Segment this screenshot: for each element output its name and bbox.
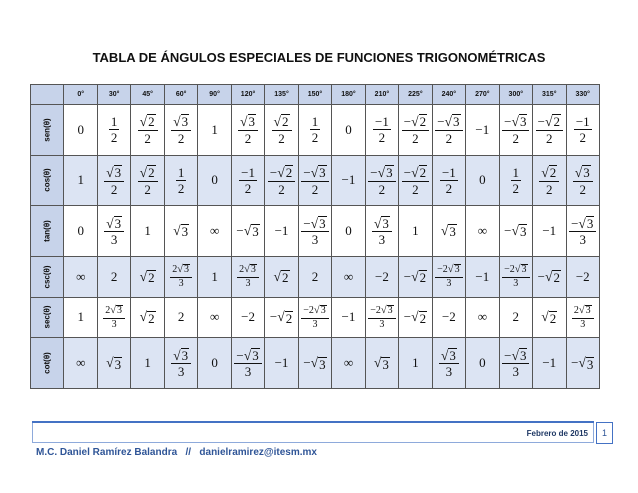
value-cell: − √ 3 2	[365, 155, 398, 206]
value-cell: $\frac{-1}{2}$	[365, 105, 398, 156]
value-cell: 1	[131, 206, 164, 257]
value-cell: √ 2 2	[131, 155, 164, 206]
footer-date: Febrero de 2015	[526, 429, 588, 438]
value-cell: √ 3 2	[231, 105, 264, 156]
page-title: TABLA DE ÁNGULOS ESPECIALES DE FUNCIONES TRIGONOMÉTRICAS	[92, 50, 546, 65]
function-row	[31, 206, 600, 257]
angle-header: 315°	[533, 85, 566, 105]
value-cell: $\frac{-1}{2}$	[432, 155, 465, 206]
function-row	[31, 338, 600, 389]
value-cell: ∞	[198, 206, 231, 257]
value-cell: 2 √ 3 3	[566, 297, 600, 338]
value-cell: − √ 3 3	[499, 338, 532, 389]
value-cell: √ 2	[265, 256, 298, 297]
function-label: sec(θ)	[42, 305, 52, 329]
value-cell: √ 3	[97, 338, 130, 389]
value-cell: −2 √ 3 3	[298, 297, 331, 338]
value-cell: − √ 3 2	[432, 105, 465, 156]
value-cell: −1	[466, 256, 499, 297]
angle-header: 60°	[164, 85, 197, 105]
value-cell: 2	[164, 297, 197, 338]
value-cell: 0	[198, 155, 231, 206]
value-cell: − √ 2 2	[533, 105, 566, 156]
value-cell: −2	[566, 256, 600, 297]
value-cell: ∞	[64, 256, 97, 297]
value-cell: 0	[198, 338, 231, 389]
value-cell: −2	[231, 297, 264, 338]
value-cell: √ 3 3	[97, 206, 130, 257]
angle-header: 330°	[566, 85, 600, 105]
value-cell: ∞	[64, 338, 97, 389]
value-cell: −2 √ 3 3	[432, 256, 465, 297]
value-cell: 1	[198, 105, 231, 156]
value-cell: $\frac{1}{2}$	[97, 105, 130, 156]
value-cell: − √ 2 2	[265, 155, 298, 206]
value-cell: 0	[332, 206, 365, 257]
value-cell: √ 2 2	[265, 105, 298, 156]
value-cell: − √ 2	[399, 297, 432, 338]
value-cell: 1	[399, 206, 432, 257]
value-cell: $\frac{-1}{2}$	[566, 105, 600, 156]
value-cell: − √ 2 2	[399, 155, 432, 206]
angle-header: 45°	[131, 85, 164, 105]
value-cell: 2 √ 3 3	[97, 297, 130, 338]
value-cell: − √ 3	[231, 206, 264, 257]
value-cell: −1	[265, 206, 298, 257]
value-cell: − √ 2 2	[399, 105, 432, 156]
angle-header: 240°	[432, 85, 465, 105]
value-cell: 0	[64, 206, 97, 257]
value-cell: √ 2 2	[533, 155, 566, 206]
value-cell: −1	[466, 105, 499, 156]
value-cell: − √ 3 3	[231, 338, 264, 389]
value-cell: √ 3 2	[566, 155, 600, 206]
value-cell: √ 3 3	[164, 338, 197, 389]
value-cell: ∞	[466, 206, 499, 257]
value-cell: −1	[332, 297, 365, 338]
angle-header: 135°	[265, 85, 298, 105]
value-cell: 2	[298, 256, 331, 297]
value-cell: √ 3	[164, 206, 197, 257]
angle-header: 0°	[64, 85, 97, 105]
angle-header: 210°	[365, 85, 398, 105]
value-cell: − √ 3 3	[298, 206, 331, 257]
angle-header: 150°	[298, 85, 331, 105]
value-cell: − √ 3	[298, 338, 331, 389]
value-cell: √ 3 2	[164, 105, 197, 156]
value-cell: 0	[332, 105, 365, 156]
value-cell: − √ 3 2	[298, 155, 331, 206]
value-cell: ∞	[332, 338, 365, 389]
value-cell: 2 √ 3 3	[164, 256, 197, 297]
function-label: cos(θ)	[42, 168, 52, 193]
function-row	[31, 155, 600, 206]
author-name: M.C. Daniel Ramírez Balandra	[36, 447, 178, 458]
function-label: tan(θ)	[42, 220, 52, 242]
value-cell: ∞	[198, 297, 231, 338]
angle-header-row	[31, 85, 600, 105]
function-row	[31, 105, 600, 156]
angle-header: 120°	[231, 85, 264, 105]
value-cell: √ 3 3	[365, 206, 398, 257]
author-separator: //	[185, 447, 192, 458]
function-row	[31, 297, 600, 338]
value-cell: 1	[399, 338, 432, 389]
value-cell: ∞	[466, 297, 499, 338]
value-cell: 2	[499, 297, 532, 338]
value-cell: √ 3	[365, 338, 398, 389]
angle-header: 90°	[198, 85, 231, 105]
value-cell: $\frac{1}{2}$	[499, 155, 532, 206]
value-cell: −2 √ 3 3	[365, 297, 398, 338]
function-label: cot(θ)	[42, 352, 52, 374]
value-cell: −1	[533, 206, 566, 257]
value-cell: √ 2	[131, 297, 164, 338]
value-cell: −1	[533, 338, 566, 389]
value-cell: 1	[64, 297, 97, 338]
value-cell: −1	[332, 155, 365, 206]
author-line	[36, 447, 317, 458]
value-cell: $\frac{1}{2}$	[298, 105, 331, 156]
angle-header: 270°	[466, 85, 499, 105]
function-label: sen(θ)	[42, 118, 52, 142]
value-cell: 0	[64, 105, 97, 156]
value-cell: $\frac{-1}{2}$	[231, 155, 264, 206]
function-label-cell	[31, 297, 64, 338]
function-label-cell	[31, 155, 64, 206]
function-label-cell	[31, 105, 64, 156]
value-cell: −2	[365, 256, 398, 297]
corner-cell	[31, 85, 64, 105]
value-cell: − √ 3	[566, 338, 600, 389]
function-label-cell	[31, 338, 64, 389]
function-label-cell	[31, 206, 64, 257]
value-cell: −2	[432, 297, 465, 338]
value-cell: √ 3 3	[432, 338, 465, 389]
value-cell: √ 3 2	[97, 155, 130, 206]
angle-header: 300°	[499, 85, 532, 105]
value-cell: √ 3	[432, 206, 465, 257]
author-email[interactable]: danielramirez@itesm.mx	[199, 447, 317, 458]
function-label-cell	[31, 256, 64, 297]
value-cell: 1	[64, 155, 97, 206]
value-cell: ∞	[332, 256, 365, 297]
footer-box	[32, 423, 594, 443]
angle-header: 180°	[332, 85, 365, 105]
value-cell: 1	[198, 256, 231, 297]
function-label: csc(θ)	[42, 265, 52, 289]
value-cell: − √ 2	[533, 256, 566, 297]
page-number: 1	[596, 422, 613, 444]
function-row	[31, 256, 600, 297]
value-cell: −2 √ 3 3	[499, 256, 532, 297]
angle-header: 225°	[399, 85, 432, 105]
value-cell: 1	[131, 338, 164, 389]
value-cell: −1	[265, 338, 298, 389]
value-cell: 2	[97, 256, 130, 297]
value-cell: − √ 3 2	[499, 105, 532, 156]
value-cell: 0	[466, 155, 499, 206]
value-cell: $\frac{1}{2}$	[164, 155, 197, 206]
value-cell: − √ 2	[265, 297, 298, 338]
value-cell: 2 √ 3 3	[231, 256, 264, 297]
value-cell: √ 2	[533, 297, 566, 338]
value-cell: − √ 3 3	[566, 206, 600, 257]
angle-header: 30°	[97, 85, 130, 105]
value-cell: √ 2	[131, 256, 164, 297]
value-cell: − √ 3	[499, 206, 532, 257]
value-cell: 0	[466, 338, 499, 389]
value-cell: √ 2 2	[131, 105, 164, 156]
trig-table	[30, 84, 600, 389]
value-cell: − √ 2	[399, 256, 432, 297]
